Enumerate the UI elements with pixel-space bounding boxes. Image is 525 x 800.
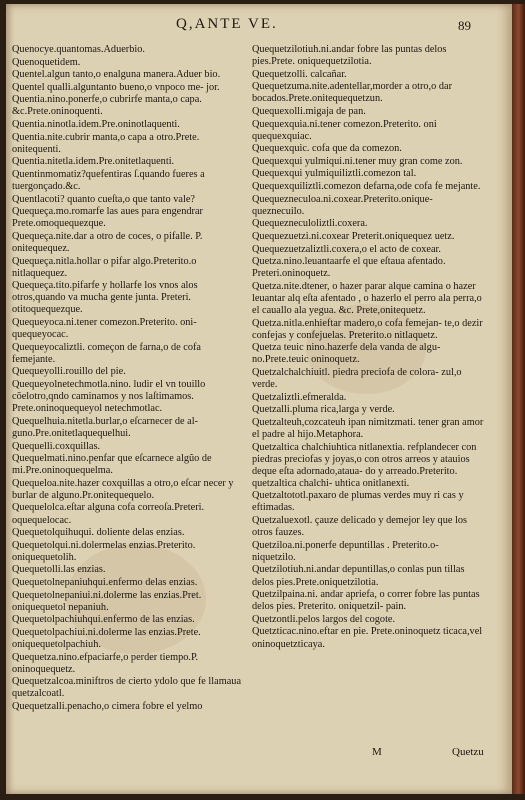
dictionary-entry: Quequexquic. cofa que da comezon.	[252, 143, 402, 155]
dictionary-entry: Quetza.nitla.enhieftar madero,o cofa femejan- te,o dezir confejas y confejuelas. Preterito.o nitlaquetz.	[252, 317, 483, 341]
dictionary-entry: Quequetolnepaniuhqui.enfermo delas enzias.	[12, 577, 198, 589]
dictionary-entry: Quequezneculoa.ni.coxear.Preterito.onique- queznecuilo.	[252, 193, 433, 217]
book-edge	[512, 4, 525, 794]
dictionary-entry: Quequetolpachiui.ni.dolerme las enzias.Prete. oniquequetolpachiuh.	[12, 626, 201, 650]
dictionary-entry: Quequeça.mo.romarfe las aues para engendrar Prete.omoquequezque.	[12, 206, 203, 230]
page-number: 89	[458, 18, 471, 33]
dictionary-entry: Quentia.nite.cubrir manta,o capa a otro.Prete. onitequenti.	[12, 131, 200, 155]
dictionary-entry: Quentia.nino.ponerfe,o cubrirfe manta,o capa. &c.Prete.oninoquenti.	[12, 94, 202, 118]
dictionary-entry: Quetzticac.nino.eftar en pie. Prete.oninoquetz ticaca,vel oninoquetzticaya.	[252, 626, 483, 650]
dictionary-entry: Quequeloa.nite.hazer coxquillas a otro,o eſcar necer y burlar de alguno.Pr.onitequequelo.	[12, 477, 234, 501]
dictionary-entry: Quequelli.coxquillas.	[12, 440, 101, 452]
dictionary-entry: Quetzilotiuh.ni.andar depuntillas,o conlas pun tillas delos pies.Prete.oniquetzilotia.	[252, 564, 465, 588]
dictionary-entry: Quequeyolnetechmotla.nino. ludir el vn touillo cõelotro,qndo caminamos y nos laſtimamos. Prete.oninoquequeyol netechmotlac.	[12, 379, 206, 415]
dictionary-entry: Quequeça.nite.dar a otro de coces, o pifalle. P. onitequequez.	[12, 230, 203, 254]
running-header	[6, 14, 512, 38]
dictionary-entry: Quequetolpachiuhqui.enfermo de las enzias.	[12, 614, 195, 626]
dictionary-entry: Quentel qualli.alguntanto bueno,o vnpoco me- jor.	[12, 81, 220, 93]
dictionary-entry: Quetzalteuh,cozcateuh ipan nimitzmati. tener gran amor el padre al hijo.Metaphora.	[252, 416, 484, 440]
signature-mark: M	[372, 746, 382, 758]
dictionary-entry: Quentia.nitetla.idem.Pre.onitetlaquenti.	[12, 156, 175, 168]
dictionary-entry: Quentlacoti? quanto cueſta,o que tanto vale?	[12, 193, 195, 205]
dictionary-entry: Quequeyocaliztli. começon de farna,o de cofa femejante.	[12, 341, 201, 365]
right-column	[252, 44, 484, 651]
dictionary-entry: Quetza teuic nino.hazerfe dela vanda de algu- no.Prete.teuic oninoquetz.	[252, 342, 441, 366]
catchword: Quetzu	[452, 746, 484, 758]
dictionary-entry: Quetzalchalchiuitl. piedra preciofa de colora- zul,o verde.	[252, 366, 462, 391]
dictionary-entry: Quenoquetidem.	[12, 56, 81, 68]
dictionary-entry: Quequetolnepaniui.ni.dolerme las enzias.Pret. oniquequetol nepaniuh.	[12, 589, 202, 613]
book-page	[6, 4, 512, 794]
dictionary-entry: Quequetzolli. calcañar.	[252, 68, 347, 80]
dictionary-entry: Quetzontli.pelos largos del cogote.	[252, 613, 396, 625]
dictionary-entry: Quequeça.nitla.hollar o pifar algo.Preterito.o nitlaquequez.	[12, 255, 197, 279]
dictionary-entry: Quequetzalcoa.miniftros de cierto ydolo que fe llamaua quetzalcoatl.	[12, 676, 242, 700]
dictionary-entry: Quequeça.tito.pifarfe y hollarfe los vnos alos otros,quando va mucha gente junta. Preteri. otitoquequezque.	[12, 280, 198, 316]
dictionary-entry: Quequexolli.migaja de pan.	[252, 105, 366, 117]
dictionary-entry: Quequetzilotiuh.ni.andar fobre las puntas delos pies.Prete. oniquequetzilotia.	[252, 44, 447, 68]
dictionary-entry: Quequetzalli.penacho,o cimera fobre el yelmo	[12, 700, 203, 712]
dictionary-entry: Quetza.nite.dtener, o hazer parar alque camina o hazer leuantar alq eſta afentado , o hazerlo el perro ala perra,o el cauallo ala yegua. &c. Prete,onitequetz.	[252, 280, 482, 316]
dictionary-entry: Quequetza.nino.efpaciarfe,o perder tiempo.P. oninoquequetz.	[12, 651, 199, 675]
dictionary-entry: Quetzilpaina.ni. andar apriefa, o correr fobre las puntas delos pies. Preterito. oniquetzil- pain.	[252, 589, 480, 613]
dictionary-entry: Quequezneculoliztli.coxera.	[252, 218, 368, 230]
dictionary-entry: Quetziloa.ni.ponerfe depuntillas . Preterito.o- niquetzilo.	[252, 539, 439, 563]
dictionary-entry: Quentinmomatiz?quefentiras ſ.quando fueres a tuergonçado.&c.	[12, 168, 205, 193]
dictionary-entry: Quequetzuma.nite.adentellar,morder a otro,o dar bocados.Prete.onitequequetzun.	[252, 81, 453, 105]
dictionary-entry: Quetzalli.pluma rica,larga y verde.	[252, 404, 395, 416]
header-title: Q,ANTE VE.	[176, 16, 278, 32]
dictionary-entry: Quequexquiliztli.comezon defarna,ode cofa fe mejante.	[252, 181, 481, 193]
dictionary-entry: Quetzaluexotl. çauze delicado y demejor ley que los otros fauzes.	[252, 515, 468, 539]
dictionary-entry: Quentel.algun tanto,o enalguna manera.Aduer bio.	[12, 69, 221, 81]
dictionary-entry: Quequetolqui.ni.dolermelas enzias.Preterito. oniquequetolih.	[12, 539, 196, 563]
dictionary-entry: Quequezuetzaliztli.coxera,o el acto de coxear.	[252, 243, 441, 255]
dictionary-entry: Quequezuetzi.ni.coxear Preterit.oniquequez uetz.	[252, 230, 455, 242]
dictionary-entry: Quentia.ninotla.idem.Pre.oninotlaquenti.	[12, 119, 180, 131]
dictionary-entry: Quequexqui yulmiqui.ni.tener muy gran come zon.	[252, 155, 463, 167]
dictionary-entry: Quequetolquihuqui. doliente delas enzias.	[12, 527, 185, 539]
dictionary-entry: Quequeyolli.rouillo del pie.	[12, 366, 126, 378]
dictionary-entry: Quetzaltototl.paxaro de plumas verdes muy ri cas y eftimadas.	[252, 490, 464, 514]
dictionary-entry: Quequexquia.ni.tener comezon.Preterito. oni quequexquiac.	[252, 118, 437, 142]
dictionary-entry: Quequexqui yulmiquiliztli.comezon tal.	[252, 168, 417, 180]
dictionary-entry: Quequelhuia.nitetla.burlar,o eſcarnecer de al- guno.Pre.onitetlaquequelhui.	[12, 415, 198, 439]
dictionary-entry: Quequeyoca.ni.tener comezon.Preterito. oni- quequeyocac.	[12, 317, 197, 341]
dictionary-entry: Quequetolli.las enzias.	[12, 564, 106, 576]
dictionary-entry: Quetzaltica chalchiuhtica nitlanextia. refplandecer con piedras preciofas y joyas,o con otros arreos y atauios deque eſta adornado,ataua- do y arreado.Preterito. quetzaltica chalchi- uhtica onitlanexti.	[252, 441, 477, 489]
left-column	[12, 44, 242, 714]
dictionary-entry: Quenocye.quantomas.Aduerbio.	[12, 44, 145, 55]
dictionary-entry: Quetzaliztli.efmeralda.	[252, 391, 347, 403]
dictionary-entry: Quetza.nino.leuantaarfe el que eſtaua afentado. Preteri.oninoquetz.	[252, 256, 446, 280]
dictionary-entry: Quequelmati.nino.penfar que eſcarnece algũo de mi.Pre.oninoquequelma.	[12, 453, 212, 477]
dictionary-entry: Quequelolca.eſtar alguna cofa correoſa.Preteri. oquequelocac.	[12, 502, 205, 526]
